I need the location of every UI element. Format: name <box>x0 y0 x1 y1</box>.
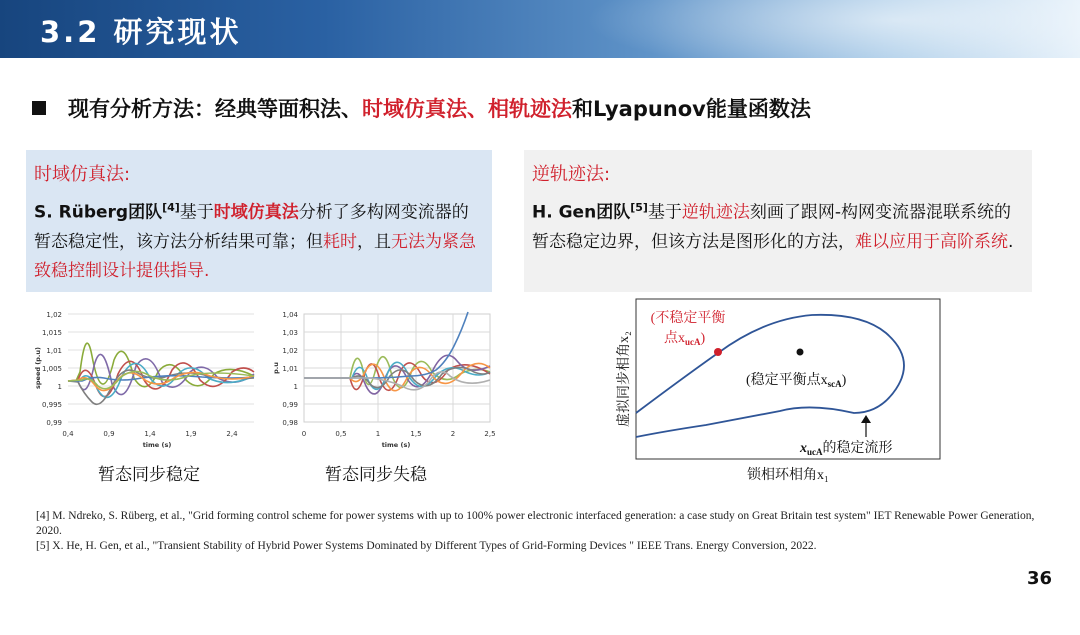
bullet-square-icon <box>32 101 46 115</box>
phase-trajectory-svg <box>594 295 944 487</box>
stable-close: ) <box>841 373 847 388</box>
series-line <box>304 355 490 394</box>
unstable-equilibrium-point <box>714 348 722 356</box>
manifold-var: x <box>800 441 807 456</box>
inverse-trajectory-body <box>532 193 1022 257</box>
xtick: 2,5 <box>484 430 496 438</box>
y-axis-label: speed (p.u) <box>34 347 42 389</box>
xtick: 0,9 <box>103 430 115 438</box>
ytick: 1,01 <box>282 365 298 373</box>
right-highlight-method: 逆轨迹法 <box>681 202 750 223</box>
inverse-trajectory-panel <box>524 150 1032 292</box>
methods-part-5: 和Lyapunov能量函数法 <box>572 97 811 121</box>
xtick: 0,4 <box>62 430 74 438</box>
ytick: 0,98 <box>282 419 298 427</box>
left-text-3: ，且 <box>357 231 391 252</box>
phase-trajectory-diagram <box>594 295 944 487</box>
time-domain-panel <box>26 150 492 292</box>
right-author: H. Gen团队 <box>532 202 631 223</box>
ytick: 1,02 <box>282 347 298 355</box>
x-axis-label: 锁相环相角x₁ <box>747 468 829 483</box>
ytick: 1 <box>293 383 298 391</box>
unstable-close: ) <box>700 331 706 346</box>
methods-bullet <box>32 93 811 123</box>
stable-equilibrium-point <box>797 349 804 356</box>
inverse-trajectory-heading: 逆轨迹法: <box>532 164 611 185</box>
unstable-subscript: ucA <box>685 337 701 347</box>
ytick: 1,01 <box>46 347 62 355</box>
time-domain-body <box>34 193 482 286</box>
right-text-3: . <box>1008 231 1014 252</box>
ytick: 0,99 <box>46 419 62 427</box>
left-highlight-time-consuming: 耗时 <box>323 231 357 252</box>
right-highlight-high-order: 难以应用于高阶系统 <box>855 231 1008 252</box>
xtick: 0,5 <box>335 430 347 438</box>
xtick: 0 <box>301 430 307 438</box>
methods-highlight-phase-trajectory: 相轨迹法 <box>488 97 572 121</box>
ytick: 1,04 <box>282 311 298 319</box>
right-text-2: 刻画了跟网-构网变流器混联系统的暂态稳定边界，但该方法是图形化的方法， <box>532 202 1012 252</box>
ytick: 1,02 <box>46 311 62 319</box>
reference-4: [4] M. Ndreko, S. Rüberg, et al., "Grid forming control scheme for power systems with up to 100% power electronic interfaced generation: a case study on Great Britain test system" IET Renewable Power Generation, 2020. <box>36 510 1035 537</box>
xtick: 1,9 <box>185 430 197 438</box>
stable-sync-svg <box>32 306 260 458</box>
xtick: 1,5 <box>410 430 422 438</box>
left-highlight-method: 时域仿真法 <box>213 202 299 223</box>
methods-part-1: 现有分析方法：经典等面积法、 <box>68 97 362 121</box>
manifold-text: 的稳定流形 <box>822 441 893 456</box>
left-highlight-no-guidance: 无法为紧急致稳控制设计提供指导. <box>34 231 476 281</box>
slide-title: 3.2 研究现状 <box>40 15 242 49</box>
xtick: 2 <box>450 430 456 438</box>
references <box>36 509 1046 554</box>
stable-subscript: scA <box>827 379 842 389</box>
xtick: 1,4 <box>144 430 156 438</box>
left-text-2: 分析了多构网变流器的暂态稳定性，该方法分析结果可靠；但 <box>34 202 469 252</box>
title-banner <box>0 0 1080 58</box>
page-number: 36 <box>1027 568 1053 589</box>
stable-label-text: (稳定平衡点x <box>746 373 828 388</box>
x-axis-label: time (s) <box>142 441 172 449</box>
methods-highlight-time-domain: 时域仿真法 <box>362 97 467 121</box>
unstable-label-text: 点x <box>664 331 685 346</box>
ytick: 0,995 <box>41 401 62 409</box>
y-axis-label: 虚拟同步相角x₂ <box>617 331 632 427</box>
banner-sheen <box>560 0 1080 58</box>
left-text-1: 基于 <box>179 202 214 223</box>
stable-sync-caption: 暂态同步稳定 <box>98 465 200 485</box>
x-axis-label: time (s) <box>381 441 411 449</box>
time-domain-heading: 时域仿真法: <box>34 164 131 185</box>
right-text-1: 基于 <box>647 202 682 223</box>
ytick: 1,005 <box>41 365 62 373</box>
right-citation: [5] <box>630 201 648 214</box>
left-citation: [4] <box>162 201 180 214</box>
ytick: 1,03 <box>282 329 298 337</box>
ytick: 0,99 <box>282 401 298 409</box>
unstable-sync-caption: 暂态同步失稳 <box>325 465 427 485</box>
ytick: 1,015 <box>41 329 62 337</box>
methods-text <box>68 93 811 123</box>
unstable-sync-svg <box>270 306 496 458</box>
stable-sync-plot <box>32 306 260 458</box>
methods-separator: 、 <box>467 97 488 121</box>
y-axis-label: p.u <box>272 362 280 374</box>
unstable-label-line1: (不稳定平衡 <box>650 311 726 326</box>
xtick: 1 <box>375 430 381 438</box>
unstable-sync-plot <box>270 306 496 458</box>
ytick: 1 <box>57 383 62 391</box>
manifold-subscript: ucA <box>807 447 823 457</box>
xtick: 2,4 <box>226 430 238 438</box>
reference-5: [5] X. He, H. Gen, et al., "Transient Stability of Hybrid Power Systems Dominated by Different Types of Grid-Forming Devices " IEEE Trans. Energy Conversion, 2022. <box>36 540 817 552</box>
left-author: S. Rüberg团队 <box>34 202 163 223</box>
